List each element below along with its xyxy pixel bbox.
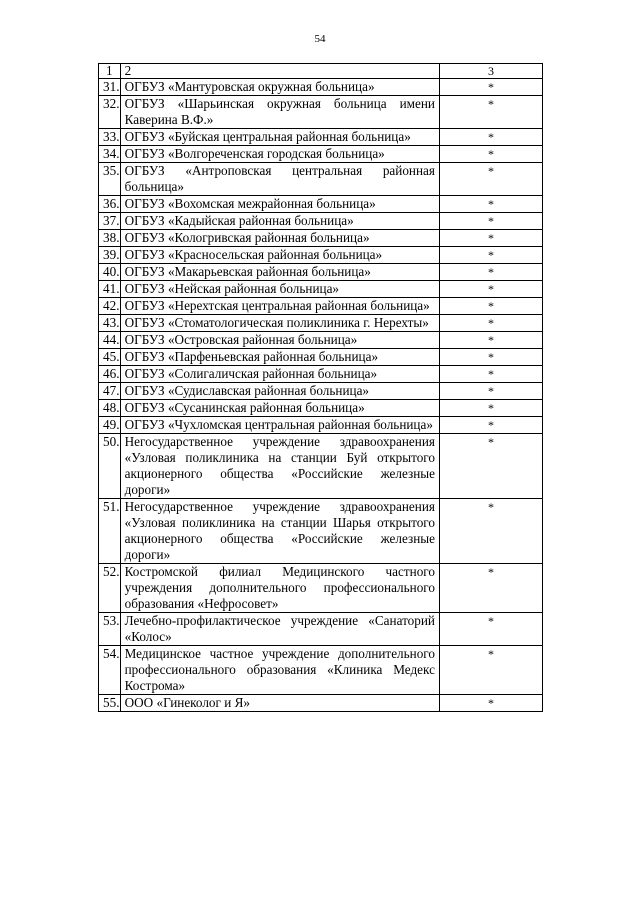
page-number: 54 <box>314 33 326 45</box>
organization-name: ОГБУЗ «Красносельская районная больница» <box>120 247 439 264</box>
mark-cell: * <box>439 417 542 434</box>
mark-cell: * <box>439 247 542 264</box>
row-number: 37. <box>99 213 121 230</box>
table-row <box>99 146 543 163</box>
mark-cell: * <box>439 383 542 400</box>
mark-cell: * <box>439 163 542 196</box>
row-number: 54. <box>99 646 121 695</box>
mark-cell: * <box>439 96 542 129</box>
organizations-table <box>98 63 543 712</box>
organization-name: ОГБУЗ «Буйская центральная районная больница» <box>120 129 439 146</box>
mark-cell: * <box>439 695 542 712</box>
header-col-3: 3 <box>439 64 542 79</box>
row-number: 32. <box>99 96 121 129</box>
table-row <box>99 613 543 646</box>
table-row <box>99 298 543 315</box>
mark-cell: * <box>439 213 542 230</box>
row-number: 45. <box>99 349 121 366</box>
mark-cell: * <box>439 146 542 163</box>
row-number: 47. <box>99 383 121 400</box>
organization-name: ОГБУЗ «Мантуровская окружная больница» <box>120 79 439 96</box>
mark-cell: * <box>439 79 542 96</box>
organization-name: ОГБУЗ «Чухломская центральная районная больница» <box>120 417 439 434</box>
mark-cell: * <box>439 129 542 146</box>
organization-name: Медицинское частное учреждение дополнительного профессионального образования «Клиника Медекс Кострома» <box>120 646 439 695</box>
table-row <box>99 695 543 712</box>
row-number: 44. <box>99 332 121 349</box>
mark-cell: * <box>439 349 542 366</box>
mark-cell: * <box>439 298 542 315</box>
table-row <box>99 196 543 213</box>
mark-cell: * <box>439 230 542 247</box>
organization-name: ОГБУЗ «Волгореченская городская больница» <box>120 146 439 163</box>
row-number: 36. <box>99 196 121 213</box>
table-row <box>99 230 543 247</box>
row-number: 33. <box>99 129 121 146</box>
table-row <box>99 366 543 383</box>
row-number: 55. <box>99 695 121 712</box>
row-number: 38. <box>99 230 121 247</box>
table-row <box>99 213 543 230</box>
organization-name: ОГБУЗ «Кологривская районная больница» <box>120 230 439 247</box>
row-number: 31. <box>99 79 121 96</box>
mark-cell: * <box>439 196 542 213</box>
table-header-row <box>99 64 543 79</box>
organization-name: ОГБУЗ «Парфеньевская районная больница» <box>120 349 439 366</box>
organization-name: Лечебно-профилактическое учреждение «Санаторий «Колос» <box>120 613 439 646</box>
organization-name: ОГБУЗ «Сусанинская районная больница» <box>120 400 439 417</box>
row-number: 42. <box>99 298 121 315</box>
organization-name: ОГБУЗ «Вохомская межрайонная больница» <box>120 196 439 213</box>
row-number: 49. <box>99 417 121 434</box>
row-number: 53. <box>99 613 121 646</box>
row-number: 35. <box>99 163 121 196</box>
row-number: 41. <box>99 281 121 298</box>
mark-cell: * <box>439 434 542 499</box>
organization-name: ОГБУЗ «Антроповская центральная районная больница» <box>120 163 439 196</box>
table-row <box>99 281 543 298</box>
row-number: 50. <box>99 434 121 499</box>
table-row <box>99 417 543 434</box>
row-number: 34. <box>99 146 121 163</box>
organization-name: ОГБУЗ «Стоматологическая поликлиника г. Нерехты» <box>120 315 439 332</box>
table-row <box>99 332 543 349</box>
row-number: 39. <box>99 247 121 264</box>
row-number: 48. <box>99 400 121 417</box>
table-row <box>99 315 543 332</box>
organization-name: ООО «Гинеколог и Я» <box>120 695 439 712</box>
organization-name: ОГБУЗ «Нейская районная больница» <box>120 281 439 298</box>
table-row <box>99 434 543 499</box>
organization-name: ОГБУЗ «Нерехтская центральная районная больница» <box>120 298 439 315</box>
row-number: 40. <box>99 264 121 281</box>
mark-cell: * <box>439 564 542 613</box>
table-row <box>99 383 543 400</box>
mark-cell: * <box>439 332 542 349</box>
table-row <box>99 79 543 96</box>
row-number: 43. <box>99 315 121 332</box>
table-row <box>99 163 543 196</box>
organization-name: Негосударственное учреждение здравоохранения «Узловая поликлиника на станции Буй открытого акционерного общества «Российские железные дороги» <box>120 434 439 499</box>
organization-name: ОГБУЗ «Кадыйская районная больница» <box>120 213 439 230</box>
row-number: 46. <box>99 366 121 383</box>
header-col-2: 2 <box>120 64 439 79</box>
organization-name: Костромской филиал Медицинского частного учреждения дополнительного профессионального образования «Нефросовет» <box>120 564 439 613</box>
mark-cell: * <box>439 400 542 417</box>
table-row <box>99 400 543 417</box>
mark-cell: * <box>439 613 542 646</box>
table-row <box>99 564 543 613</box>
header-col-1: 1 <box>99 64 121 79</box>
mark-cell: * <box>439 366 542 383</box>
row-number: 51. <box>99 499 121 564</box>
organization-name: ОГБУЗ «Шарьинская окружная больница имени Каверина В.Ф.» <box>120 96 439 129</box>
organization-name: ОГБУЗ «Островская районная больница» <box>120 332 439 349</box>
table-row <box>99 247 543 264</box>
table-row <box>99 499 543 564</box>
row-number: 52. <box>99 564 121 613</box>
mark-cell: * <box>439 315 542 332</box>
organization-name: ОГБУЗ «Судиславская районная больница» <box>120 383 439 400</box>
table-row <box>99 646 543 695</box>
mark-cell: * <box>439 264 542 281</box>
table-row <box>99 129 543 146</box>
organization-name: ОГБУЗ «Макарьевская районная больница» <box>120 264 439 281</box>
table-row <box>99 264 543 281</box>
mark-cell: * <box>439 499 542 564</box>
mark-cell: * <box>439 281 542 298</box>
organization-name: ОГБУЗ «Солигаличская районная больница» <box>120 366 439 383</box>
organization-name: Негосударственное учреждение здравоохранения «Узловая поликлиника на станции Шарья открытого акционерного общества «Российские железные дороги» <box>120 499 439 564</box>
table-row <box>99 349 543 366</box>
table-row <box>99 96 543 129</box>
mark-cell: * <box>439 646 542 695</box>
